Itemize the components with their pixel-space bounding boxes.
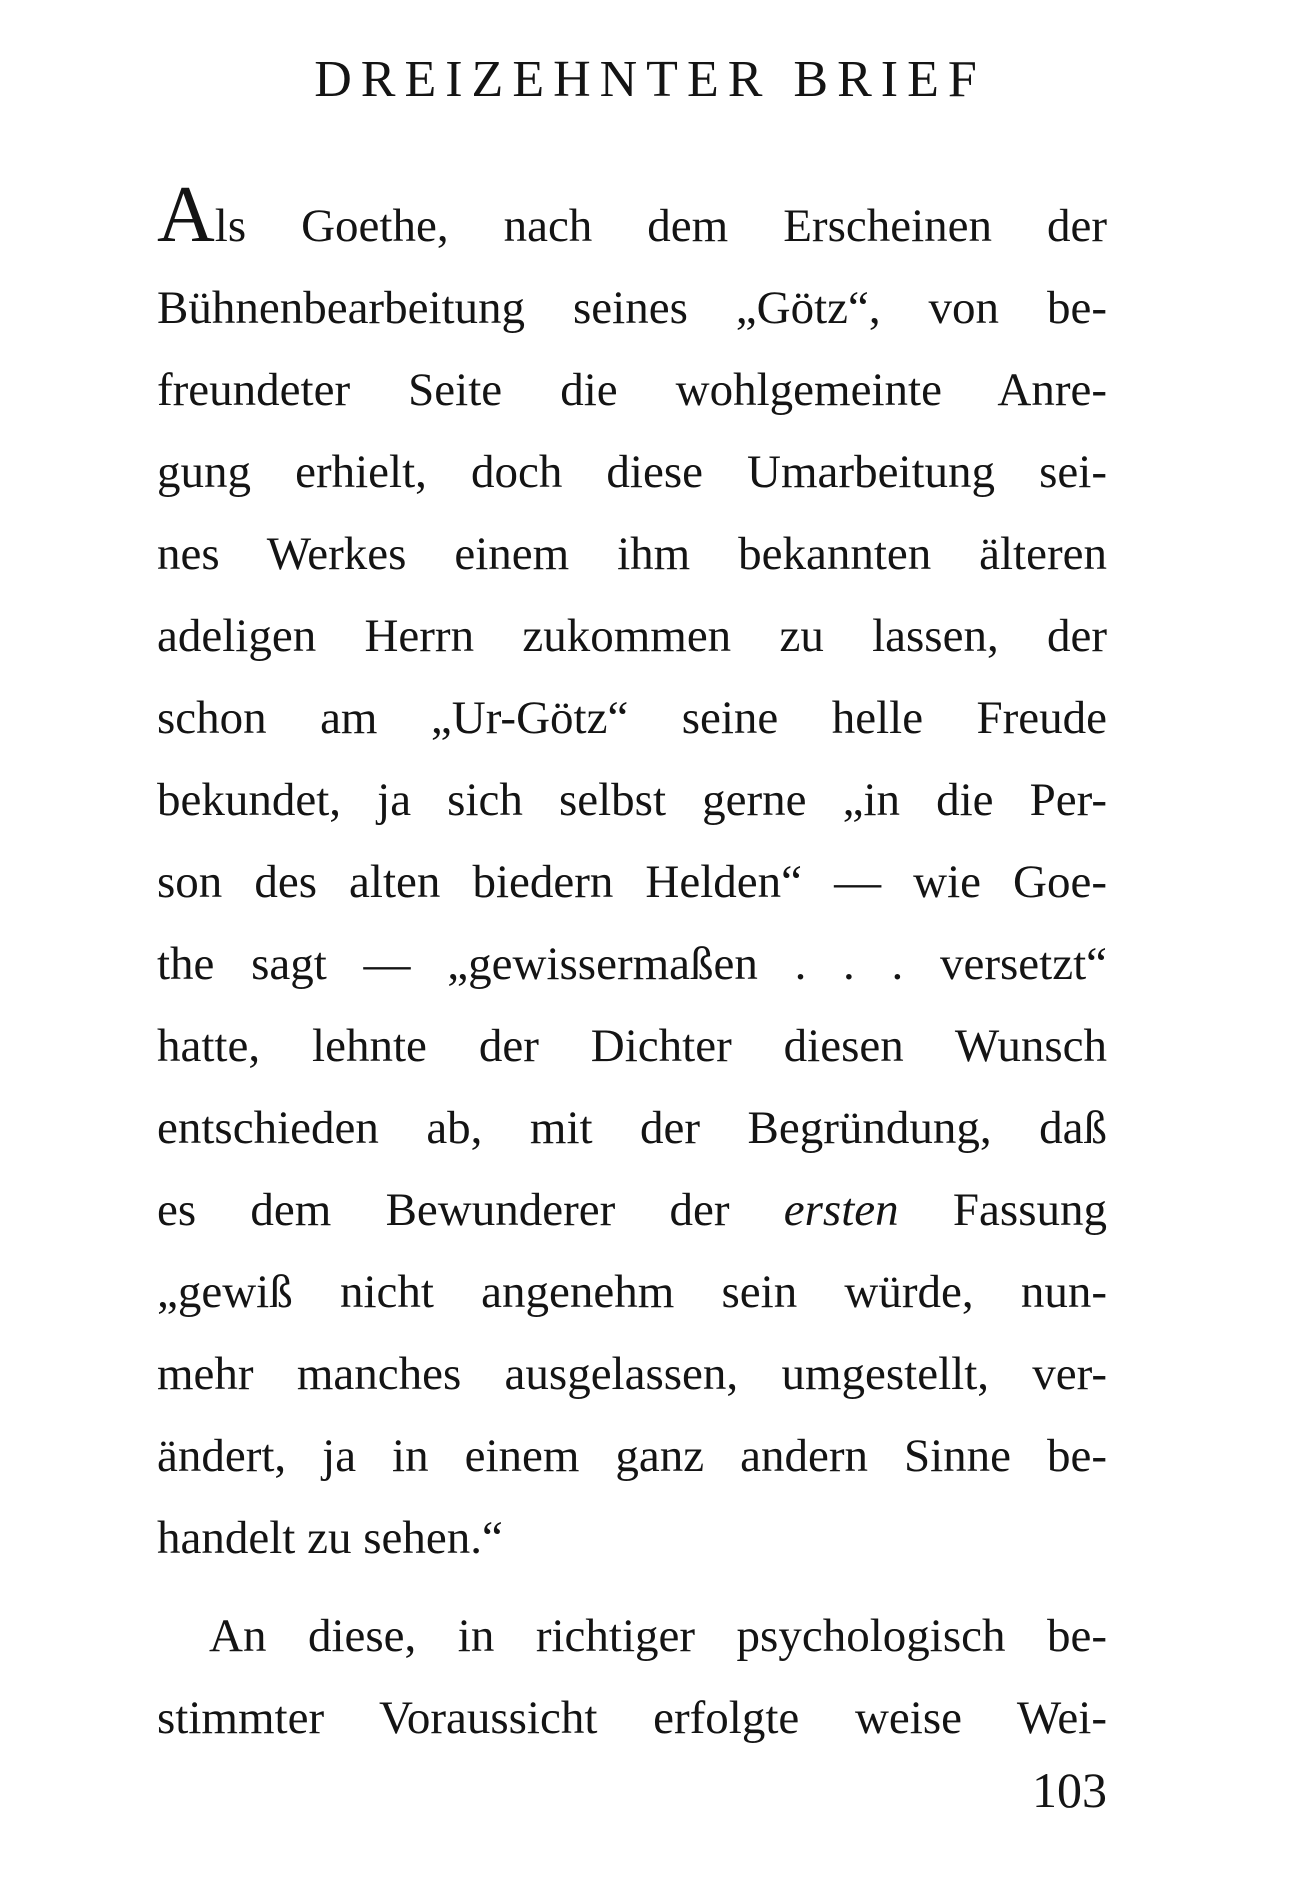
emphasis-before: es dem Bewunderer der (157, 1184, 784, 1236)
text-line: freundeter Seite die wohlgemeinte Anre- (157, 364, 1107, 416)
text-line: An diese, in richtiger psychologisch be- (209, 1610, 1107, 1662)
text-line: the sagt — „gewissermaßen . . . versetzt“ (157, 938, 1107, 990)
text-line: adeligen Herrn zukommen zu lassen, der (157, 610, 1107, 662)
text-line (157, 171, 1107, 267)
drop-cap: A (157, 171, 215, 259)
text-line: bekundet, ja sich selbst gerne „in die Per- (157, 774, 1107, 826)
page-number: 103 (1032, 1762, 1107, 1818)
first-line-text: ls Goethe, nach dem Erscheinen der (214, 200, 1107, 252)
text-line: son des alten biedern Helden“ — wie Goe- (157, 856, 1107, 908)
text-line-last: handelt zu sehen.“ (157, 1512, 503, 1564)
text-line: nes Werkes einem ihm bekannten älteren (157, 528, 1107, 580)
text-line: „gewiß nicht angenehm sein würde, nun- (157, 1266, 1107, 1318)
text-line: ändert, ja in einem ganz andern Sinne be- (157, 1430, 1107, 1482)
text-line: mehr manches ausgelassen, umgestellt, ver- (157, 1348, 1107, 1400)
text-line: hatte, lehnte der Dichter diesen Wunsch (157, 1020, 1107, 1072)
text-line: gung erhielt, doch diese Umarbeitung sei- (157, 446, 1107, 498)
chapter-title: DREIZEHNTER BRIEF (314, 51, 986, 108)
emphasized-word: ersten (783, 1184, 899, 1236)
body-text (157, 171, 1107, 1759)
text-line: stimmter Voraussicht erfolgte weise Wei- (157, 1692, 1107, 1744)
paragraph-gap (157, 1579, 1107, 1595)
text-line: entschieden ab, mit der Begründung, daß (157, 1102, 1107, 1154)
text-line: schon am „Ur-Götz“ seine helle Freude (157, 692, 1107, 744)
text-line-with-emphasis (157, 1169, 1107, 1251)
emphasis-after: Fassung (898, 1184, 1107, 1236)
text-line: Bühnenbearbeitung seines „Götz“, von be- (157, 282, 1107, 334)
